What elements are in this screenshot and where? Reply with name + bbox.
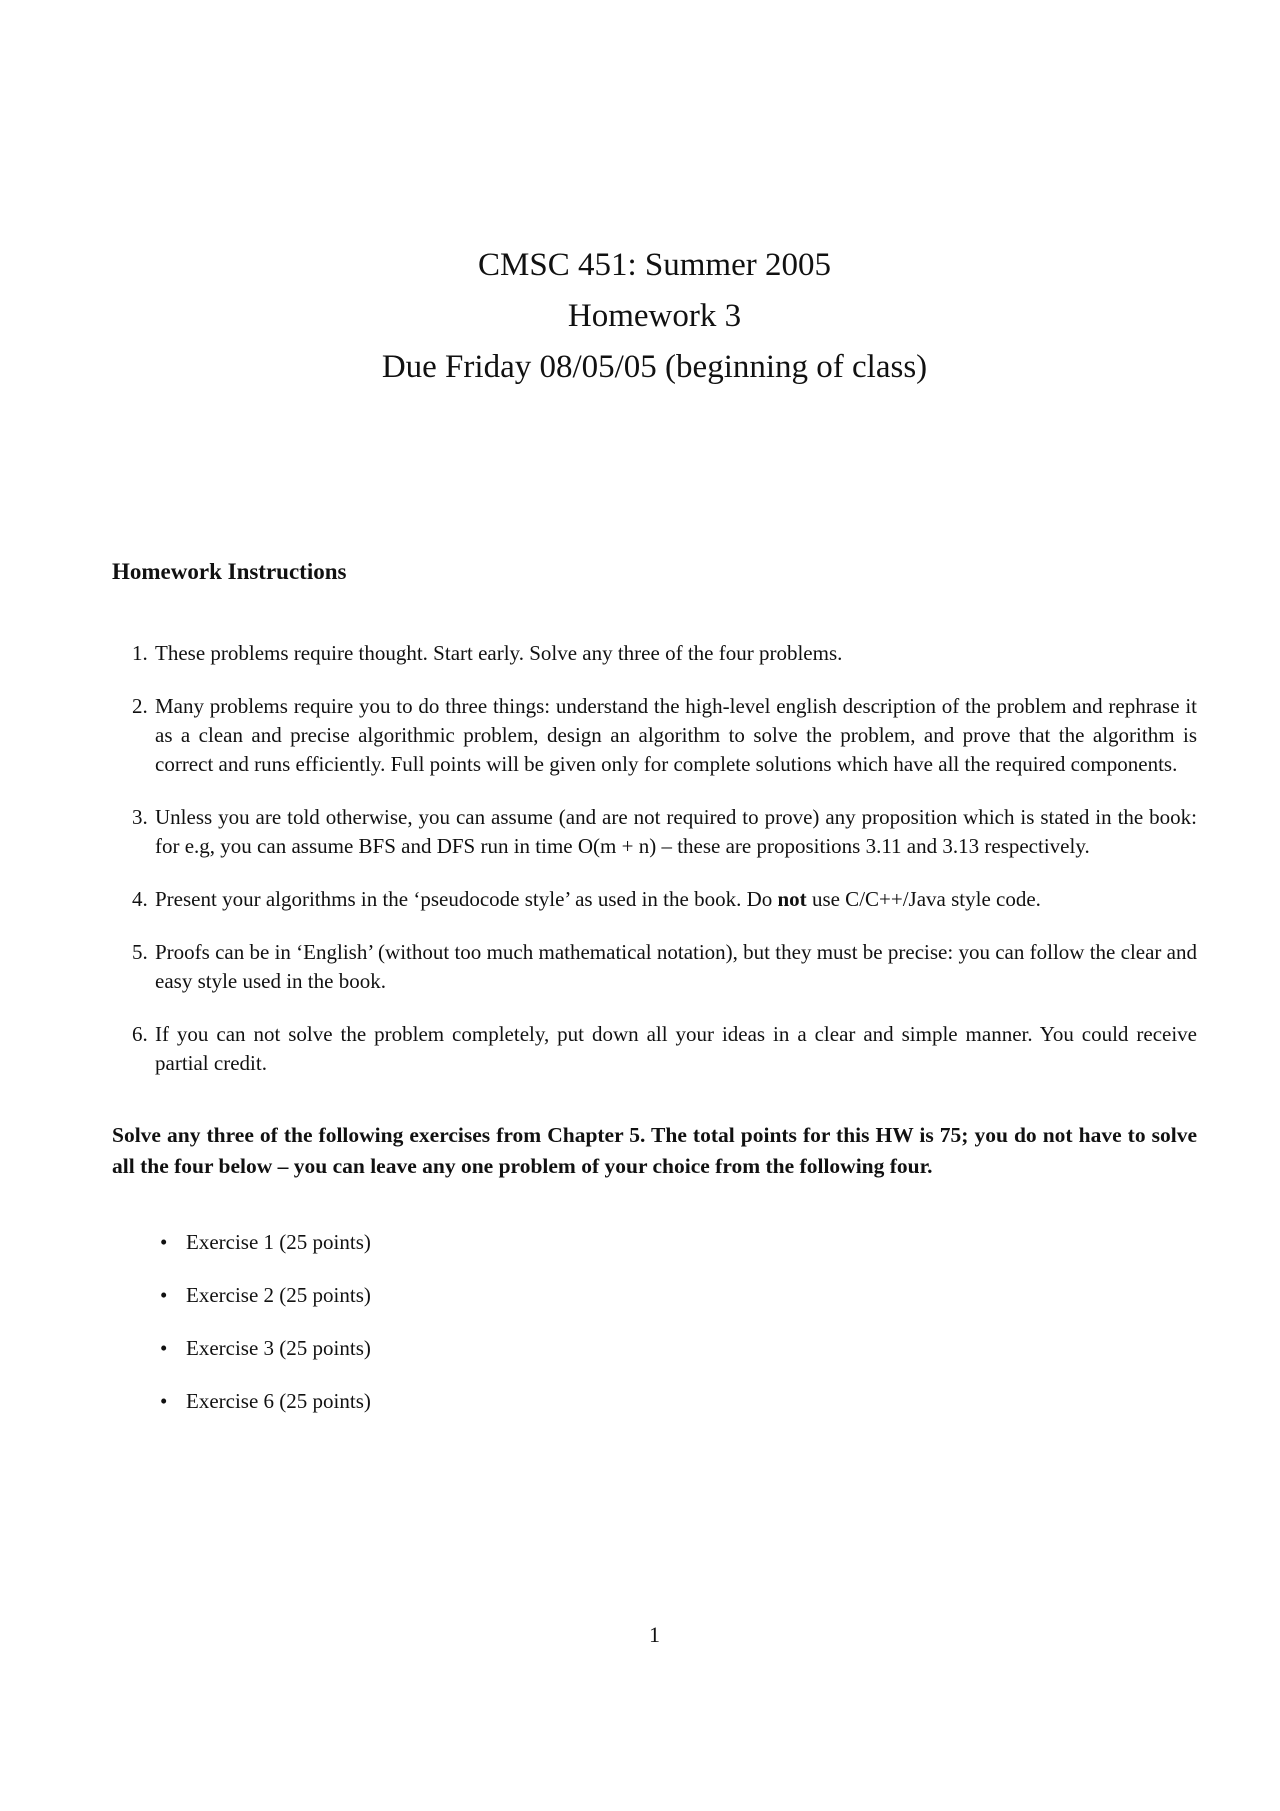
instruction-text: Proofs can be in ‘English’ (without too much mathematical notation), but they must be precise: you can follow the clear and easy style used in the book. bbox=[155, 940, 1197, 993]
title-line-course: CMSC 451: Summer 2005 bbox=[478, 247, 831, 283]
instruction-text-pre: Present your algorithms in the ‘pseudocode style’ as used in the book. Do bbox=[155, 887, 778, 911]
instruction-text: These problems require thought. Start early. Solve any three of the four problems. bbox=[155, 641, 843, 665]
instruction-item-1 bbox=[112, 639, 1197, 668]
exercise-item-6 bbox=[112, 1387, 1197, 1416]
instruction-item-5 bbox=[112, 938, 1197, 996]
page-number: 1 bbox=[649, 1622, 660, 1647]
instruction-text: Many problems require you to do three things: understand the high-level english description of the problem and rephrase it as a clean and precise algorithmic problem, design an algorithm to solve the problem, and prove that the algorithm is correct and runs efficiently. Full points will be given only for complete solutions which have all the required components. bbox=[155, 694, 1197, 776]
instruction-text: If you can not solve the problem completely, put down all your ideas in a clear and simple manner. You could receive partial credit. bbox=[155, 1022, 1197, 1075]
instruction-text-post: use C/C++/Java style code. bbox=[806, 887, 1041, 911]
instructions-list bbox=[112, 639, 1197, 1078]
instruction-number: 4. bbox=[132, 887, 148, 911]
text-block bbox=[112, 0, 1197, 1440]
title-line-due-date: Due Friday 08/05/05 (beginning of class) bbox=[381, 349, 928, 385]
title-line-homework: Homework 3 bbox=[567, 298, 742, 334]
bullet-icon: • bbox=[160, 1283, 168, 1307]
instruction-number: 6. bbox=[132, 1022, 148, 1046]
exercise-label: Exercise 3 (25 points) bbox=[186, 1336, 371, 1360]
bullet-icon: • bbox=[160, 1336, 168, 1360]
instruction-text bbox=[155, 885, 1197, 914]
instruction-item-6 bbox=[112, 1020, 1197, 1078]
solve-exercises-paragraph: Solve any three of the following exercises from Chapter 5. The total points for this HW is 75; you do not have to solve all the four below – you can leave any one problem of your choice from the following four. bbox=[112, 1123, 1197, 1178]
exercise-item-1 bbox=[112, 1228, 1197, 1257]
instruction-number: 3. bbox=[132, 805, 148, 829]
document-title bbox=[112, 240, 1197, 393]
instruction-text-bold-not: not bbox=[777, 887, 807, 911]
instruction-number: 1. bbox=[132, 641, 148, 665]
exercise-item-2 bbox=[112, 1281, 1197, 1310]
bullet-icon: • bbox=[160, 1230, 168, 1254]
instruction-item-3 bbox=[112, 803, 1197, 861]
exercise-label: Exercise 2 (25 points) bbox=[186, 1283, 371, 1307]
instruction-number: 5. bbox=[132, 940, 148, 964]
instruction-item-2 bbox=[112, 692, 1197, 779]
section-heading-homework-instructions: Homework Instructions bbox=[112, 559, 347, 584]
exercise-item-3 bbox=[112, 1334, 1197, 1363]
exercise-label: Exercise 1 (25 points) bbox=[186, 1230, 371, 1254]
bullet-icon: • bbox=[160, 1389, 168, 1413]
instruction-item-4 bbox=[112, 885, 1197, 914]
instruction-number: 2. bbox=[132, 694, 148, 718]
exercises-list bbox=[112, 1228, 1197, 1416]
instruction-text: Unless you are told otherwise, you can assume (and are not required to prove) any proposition which is stated in the book: for e.g, you can assume BFS and DFS run in time O(m + n) – these are propositions 3.11 and 3.13 respectively. bbox=[155, 805, 1197, 858]
exercise-label: Exercise 6 (25 points) bbox=[186, 1389, 371, 1413]
